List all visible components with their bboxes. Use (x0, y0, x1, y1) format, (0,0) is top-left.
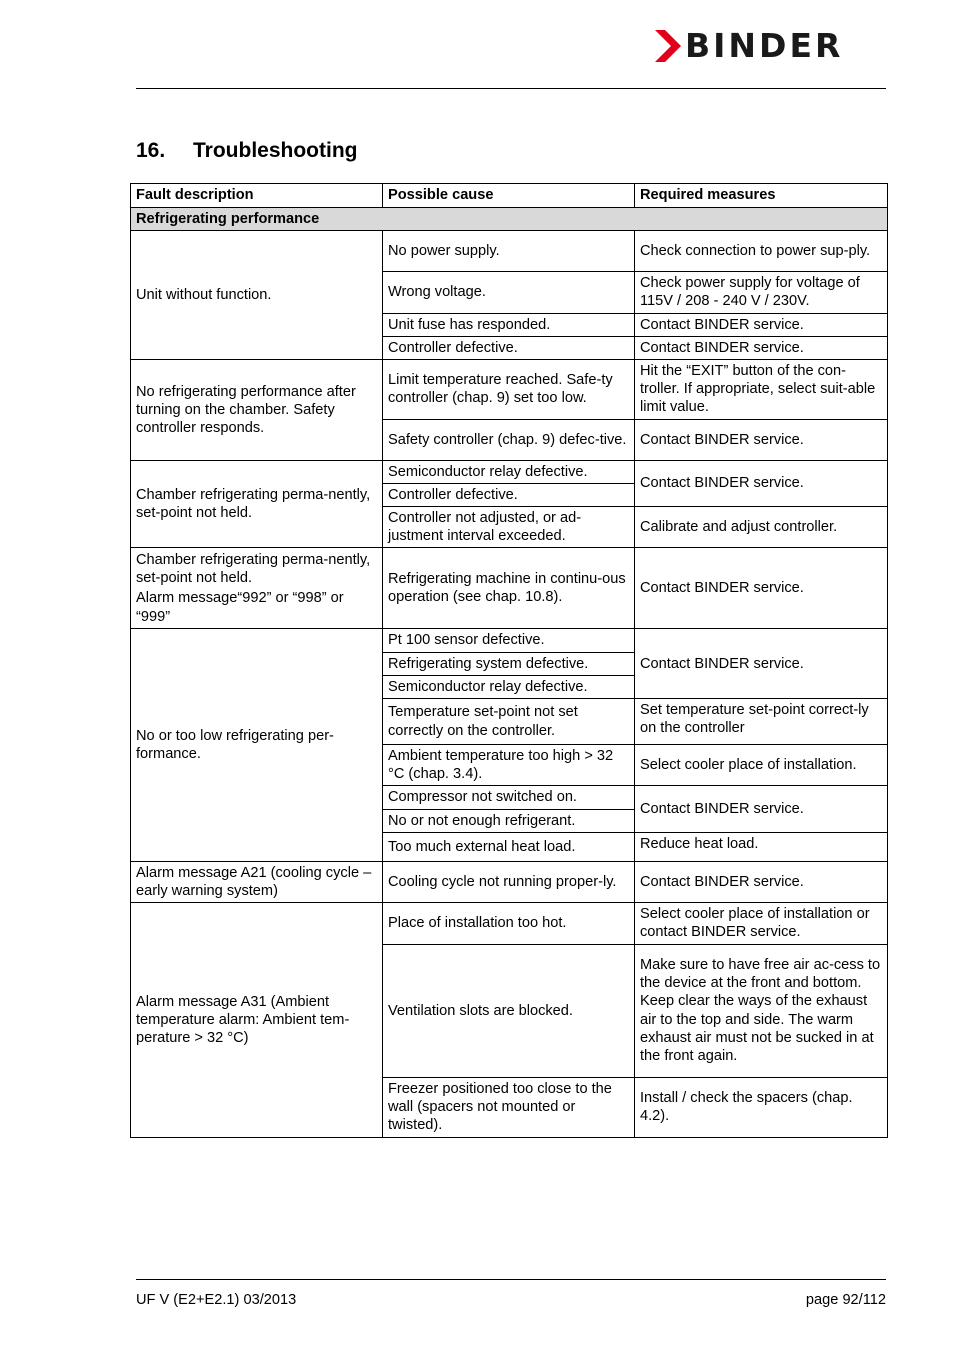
column-header: Possible cause (383, 184, 635, 208)
table-row (131, 548, 888, 629)
fault-cell: Alarm message A21 (cooling cycle – early warning system) (131, 861, 383, 902)
cause-cell: Wrong voltage. (383, 272, 635, 313)
fault-line: Alarm message“992” or “998” or “999” (136, 590, 344, 625)
cause-cell: Compressor not switched on. (383, 786, 635, 809)
table-row (131, 629, 888, 652)
measure-cell: Contact BINDER service. (635, 548, 888, 629)
group-title: Refrigerating performance (131, 208, 888, 231)
measure-cell: Check power supply for voltage of 115V / 208 - 240 V / 230V. (635, 272, 888, 313)
brand-name: BINDER (685, 26, 844, 65)
measure-cell: Check connection to power sup-ply. (635, 231, 888, 272)
measure-cell: Install / check the spacers (chap. 4.2). (635, 1077, 888, 1137)
section-number: 16. (136, 139, 166, 162)
measure-cell: Calibrate and adjust controller. (635, 507, 888, 548)
cause-cell: Controller defective. (383, 336, 635, 359)
measure-cell: Make sure to have free air ac-cess to the device at the front and bottom. Keep clear the ways of the exhaust air to the top and side. The warm exhaust air must not be sucked in at the front again. (635, 944, 888, 1077)
cause-cell: Unit fuse has responded. (383, 313, 635, 336)
cause-cell: Cooling cycle not running proper-ly. (383, 861, 635, 902)
cause-cell: Temperature set-point not set correctly on the controller. (383, 699, 635, 745)
table-row (131, 460, 888, 483)
measure-cell: Contact BINDER service. (635, 786, 888, 832)
measure-cell: Contact BINDER service. (635, 861, 888, 902)
footer-rule (136, 1279, 886, 1280)
cause-cell: Pt 100 sensor defective. (383, 629, 635, 652)
cause-cell: Ventilation slots are blocked. (383, 944, 635, 1077)
cause-cell: Safety controller (chap. 9) defec-tive. (383, 419, 635, 460)
cause-cell: Refrigerating system defective. (383, 652, 635, 675)
table-header-row (131, 184, 888, 208)
cause-cell: Place of installation too hot. (383, 903, 635, 944)
table-row (131, 360, 888, 420)
table-group-row (131, 208, 888, 231)
fault-cell: No refrigerating performance after turning on the chamber. Safety controller responds. (131, 360, 383, 461)
cause-cell: No or not enough refrigerant. (383, 809, 635, 832)
measure-cell: Select cooler place of installation. (635, 745, 888, 786)
fault-cell (131, 548, 383, 629)
cause-cell: Too much external heat load. (383, 832, 635, 861)
measure-cell: Contact BINDER service. (635, 460, 888, 506)
footer-page-number: page 92/112 (805, 1292, 886, 1308)
cause-cell: Ambient temperature too high > 32 °C (chap. 3.4). (383, 745, 635, 786)
section-heading (136, 138, 357, 164)
cause-cell: Refrigerating machine in continu-ous operation (see chap. 10.8). (383, 548, 635, 629)
fault-cell: Chamber refrigerating perma-nently, set-point not held. (131, 460, 383, 548)
header-rule (136, 88, 886, 89)
binder-logo (655, 26, 887, 65)
measure-cell: Select cooler place of installation or contact BINDER service. (635, 903, 888, 944)
table-row (131, 231, 888, 272)
footer-document-id: UF V (E2+E2.1) 03/2013 (136, 1292, 297, 1308)
fault-cell: Unit without function. (131, 231, 383, 360)
binder-chevron-icon (655, 30, 681, 62)
measure-cell: Contact BINDER service. (635, 419, 888, 460)
table-row (131, 861, 888, 902)
column-header: Required measures (635, 184, 888, 208)
measure-cell: Set temperature set-point correct-ly on the controller (635, 699, 888, 745)
troubleshooting-table (130, 183, 888, 1138)
measure-cell: Contact BINDER service. (635, 336, 888, 359)
cause-cell: Limit temperature reached. Safe-ty controller (chap. 9) set too low. (383, 360, 635, 420)
column-header: Fault description (131, 184, 383, 208)
cause-cell: Semiconductor relay defective. (383, 675, 635, 698)
fault-cell: No or too low refrigerating per-formance. (131, 629, 383, 861)
measure-cell: Contact BINDER service. (635, 313, 888, 336)
cause-cell: Controller not adjusted, or ad-justment interval exceeded. (383, 507, 635, 548)
cause-cell: No power supply. (383, 231, 635, 272)
measure-cell: Reduce heat load. (635, 832, 888, 861)
fault-line: Chamber refrigerating perma-nently, set-point not held. (136, 552, 371, 587)
cause-cell: Controller defective. (383, 483, 635, 506)
cause-cell: Freezer positioned too close to the wall (spacers not mounted or twisted). (383, 1077, 635, 1137)
table-row (131, 903, 888, 944)
fault-cell: Alarm message A31 (Ambient temperature alarm: Ambient tem-perature > 32 °C) (131, 903, 383, 1137)
measure-cell: Hit the “EXIT” button of the con-troller. If appropriate, select suit-able limit value. (635, 360, 888, 420)
measure-cell: Contact BINDER service. (635, 629, 888, 699)
section-title: Troubleshooting (193, 139, 358, 162)
cause-cell: Semiconductor relay defective. (383, 460, 635, 483)
